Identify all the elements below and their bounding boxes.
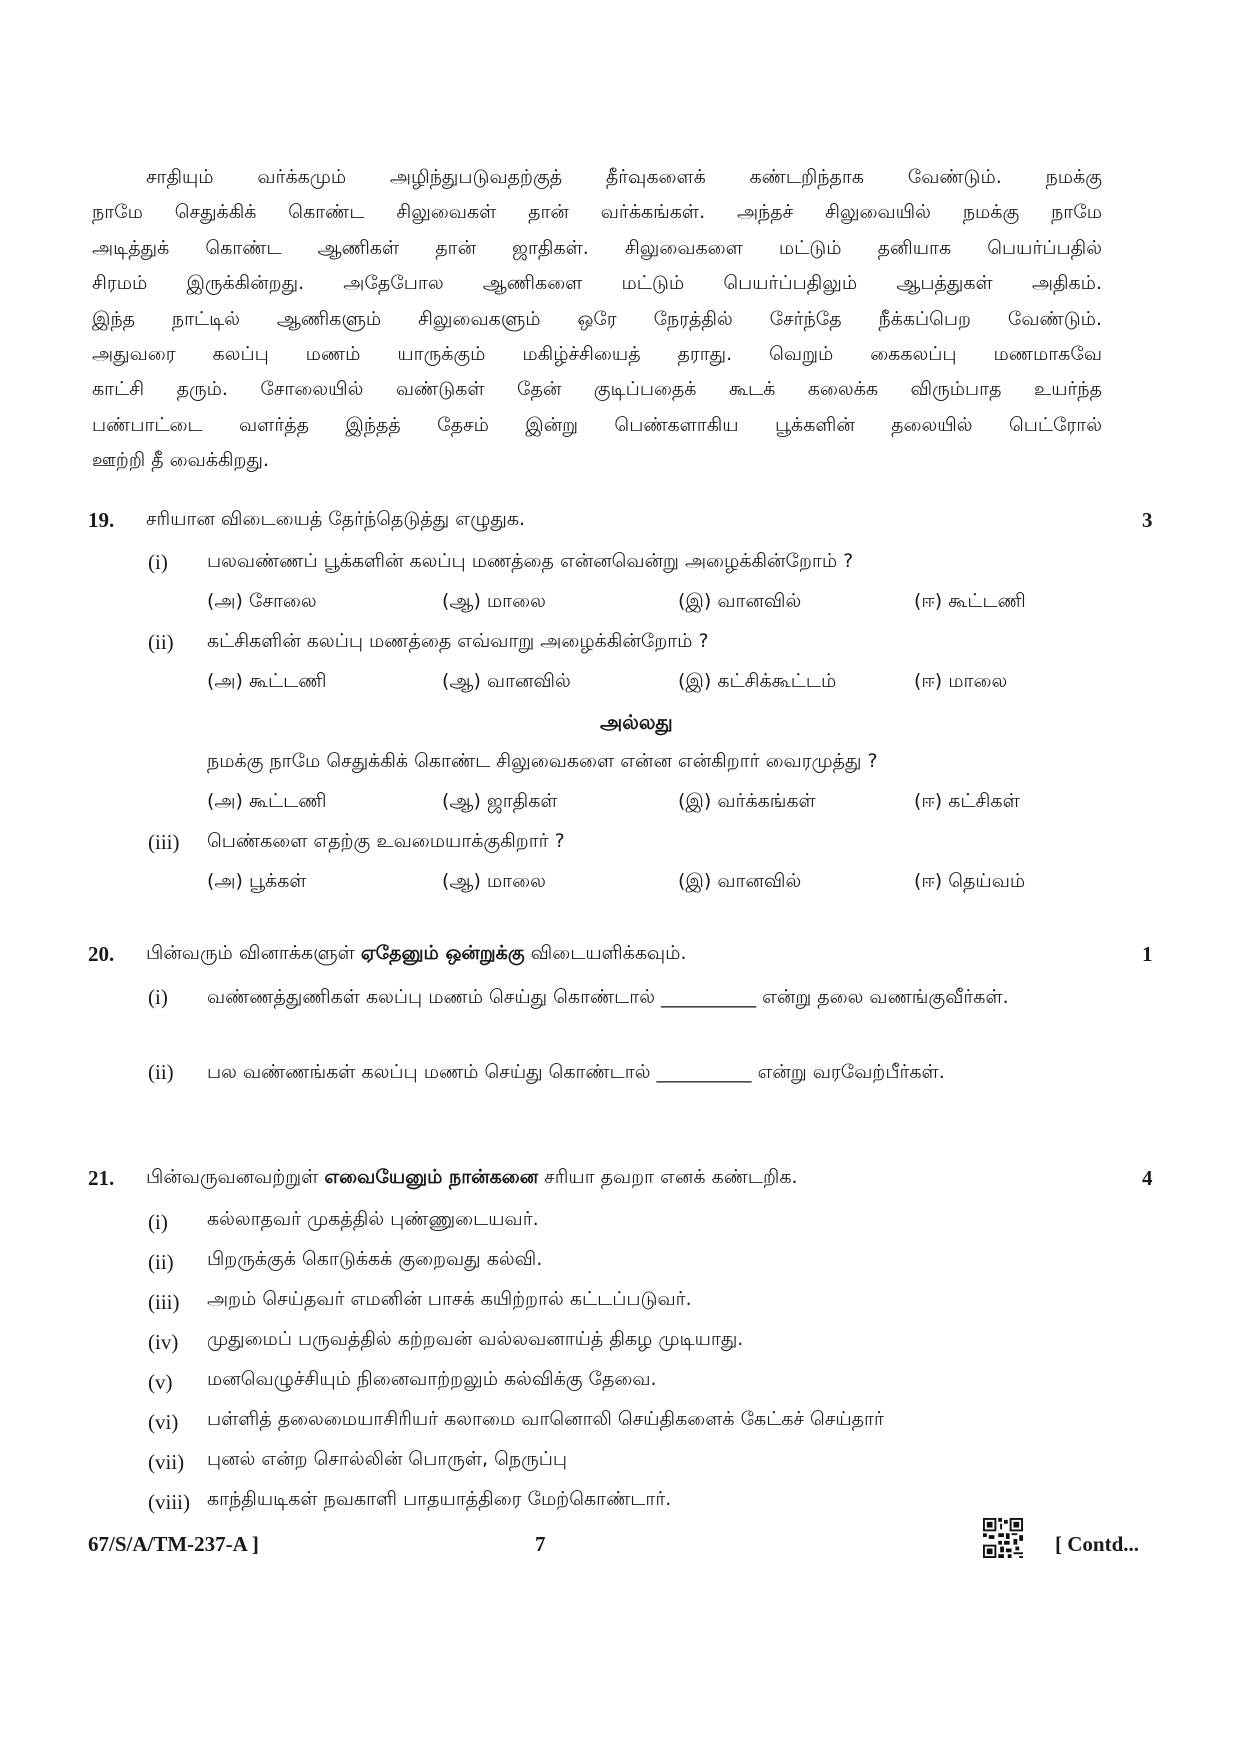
page-number: 7 <box>535 1532 546 1556</box>
option: (இ) வர்க்கங்கள் <box>678 790 816 812</box>
question-text-part: விடையளிக்கவும். <box>524 942 687 964</box>
passage-line: ஊற்றி தீ வைக்கிறது. <box>92 449 269 472</box>
part-text: பெண்களை எதற்கு உவமையாக்குகிறார் ? <box>207 830 565 852</box>
question-text-emphasis: ஏதேனும் ஒன்றுக்கு <box>360 942 525 964</box>
qr-code-icon <box>983 1518 1023 1558</box>
question-text-part: சரியா தவறா எனக் கண்டறிக. <box>538 1166 798 1188</box>
option: (அ) கூட்டணி <box>207 670 327 692</box>
part-label: (iii) <box>148 830 180 854</box>
item-label: (viii) <box>148 1490 190 1514</box>
item-text: பிறருக்குக் கொடுக்கக் குறைவது கல்வி. <box>207 1248 543 1270</box>
question-text <box>146 1166 798 1191</box>
option: (இ) வானவில் <box>678 870 802 892</box>
passage-line: காட்சி தரும். சோலையில் வண்டுகள் தேன் குடிப்பதைக் கூடக் கலைக்க விரும்பாத உயர்ந்த <box>92 378 1102 401</box>
part-text: கட்சிகளின் கலப்பு மணத்தை எவ்வாறு அழைக்கின்றோம் ? <box>207 630 709 652</box>
passage-line: அதுவரை கலப்பு மணம் யாருக்கும் மகிழ்ச்சியைத் தராது. வெறும் கைகலப்பு மணமாகவே <box>92 342 1102 365</box>
question-text-emphasis: எவையேனும் நான்கனை <box>324 1166 539 1188</box>
option: (ஆ) வானவில் <box>442 670 571 692</box>
question-marks: 1 <box>1142 942 1153 966</box>
question-text-part: பின்வருவனவற்றுள் <box>146 1166 325 1188</box>
passage <box>92 160 1102 479</box>
item-text: அறம் செய்தவர் எமனின் பாசக் கயிற்றால் கட்டப்படுவர். <box>207 1288 692 1310</box>
option: (ஈ) கூட்டணி <box>914 590 1026 612</box>
option: (ஆ) மாலை <box>442 870 546 892</box>
question-text-part: பின்வரும் வினாக்களுள் <box>146 942 361 964</box>
passage-line: நாமே செதுக்கிக் கொண்ட சிலுவைகள் தான் வர்க்கங்கள். அந்தச் சிலுவையில் நமக்கு நாமே <box>92 201 1102 224</box>
continued-label: [ Contd... <box>1055 1532 1140 1556</box>
passage-line: பண்பாட்டை வளர்த்த இந்தத் தேசம் இன்று பெண்களாகிய பூக்களின் தலையில் பெட்ரோல் <box>92 413 1102 436</box>
part-text: நமக்கு நாமே செதுக்கிக் கொண்ட சிலுவைகளை என்ன என்கிறார் வைரமுத்து ? <box>207 750 878 772</box>
item-label: (iii) <box>148 1290 180 1314</box>
item-text: புனல் என்ற சொல்லின் பொருள், நெருப்பு <box>207 1448 567 1470</box>
item-text: காந்தியடிகள் நவகாளி பாதயாத்திரை மேற்கொண்டார். <box>207 1488 672 1510</box>
option: (ஈ) தெய்வம் <box>914 870 1026 892</box>
item-text: முதுமைப் பருவத்தில் கற்றவன் வல்லவனாய்த் திகழ முடியாது. <box>207 1328 744 1350</box>
passage-line: சாதியும் வர்க்கமும் அழிந்துபடுவதற்குத் தீர்வுகளைக் கண்டறிந்தாக வேண்டும். நமக்கு <box>146 166 1102 188</box>
item-label: (i) <box>148 1210 168 1234</box>
item-label: (ii) <box>148 1250 174 1274</box>
item-label: (v) <box>148 1370 173 1394</box>
paper-code: 67/S/A/TM-237-A ] <box>88 1532 259 1556</box>
item-text: மனவெழுச்சியும் நினைவாற்றலும் கல்விக்கு தேவை. <box>207 1368 657 1390</box>
option: (ஈ) மாலை <box>914 670 1008 692</box>
option: (ஈ) கட்சிகள் <box>914 790 1020 812</box>
item-label: (vii) <box>148 1450 185 1474</box>
option: (ஆ) மாலை <box>442 590 546 612</box>
question-number: 19. <box>88 508 115 532</box>
passage-line: சிரமம் இருக்கின்றது. அதேபோல ஆணிகளை மட்டும் பெயர்ப்பதிலும் ஆபத்துகள் அதிகம். <box>92 272 1102 295</box>
option: (இ) கட்சிக்கூட்டம் <box>678 670 837 692</box>
option: (ஆ) ஜாதிகள் <box>442 790 558 812</box>
part-label: (ii) <box>148 630 174 654</box>
question-number: 21. <box>88 1166 115 1190</box>
option: (அ) சோலை <box>207 590 317 612</box>
question-marks: 4 <box>1142 1166 1153 1190</box>
question-number: 20. <box>88 942 115 966</box>
question-text: சரியான விடையைத் தேர்ந்தெடுத்து எழுதுக. <box>146 508 526 530</box>
part-text: பலவண்ணப் பூக்களின் கலப்பு மணத்தை என்னவென்று அழைக்கின்றோம் ? <box>207 550 854 572</box>
question-marks: 3 <box>1142 508 1153 532</box>
option: (இ) வானவில் <box>678 590 802 612</box>
option: (அ) கூட்டணி <box>207 790 327 812</box>
question-text <box>146 942 687 967</box>
item-label: (iv) <box>148 1330 179 1354</box>
item-text: பள்ளித் தலைமையாசிரியர் கலாமை வானொலி செய்திகளைக் கேட்கச் செய்தார் <box>207 1408 884 1430</box>
option: (அ) பூக்கள் <box>207 870 307 892</box>
part-text: வண்ணத்துணிகள் கலப்பு மணம் செய்து கொண்டால் __________ என்று தலை வணங்குவீர்கள். <box>207 986 1009 1008</box>
part-text: பல வண்ணங்கள் கலப்பு மணம் செய்து கொண்டால் __________ என்று வரவேற்பீர்கள். <box>207 1061 945 1083</box>
part-label: (i) <box>148 550 168 574</box>
passage-line: அடித்துக் கொண்ட ஆணிகள் தான் ஜாதிகள். சிலுவைகளை மட்டும் தனியாக பெயர்ப்பதில் <box>92 236 1102 259</box>
item-label: (vi) <box>148 1410 179 1434</box>
part-label: (i) <box>148 985 168 1009</box>
passage-line: இந்த நாட்டில் ஆணிகளும் சிலுவைகளும் ஒரே நேரத்தில் சேர்ந்தே நீக்கப்பெற வேண்டும். <box>92 307 1102 330</box>
part-label: (ii) <box>148 1060 174 1084</box>
or-divider: அல்லது <box>600 710 673 734</box>
item-text: கல்லாதவர் முகத்தில் புண்ணுடையவர். <box>207 1208 539 1230</box>
